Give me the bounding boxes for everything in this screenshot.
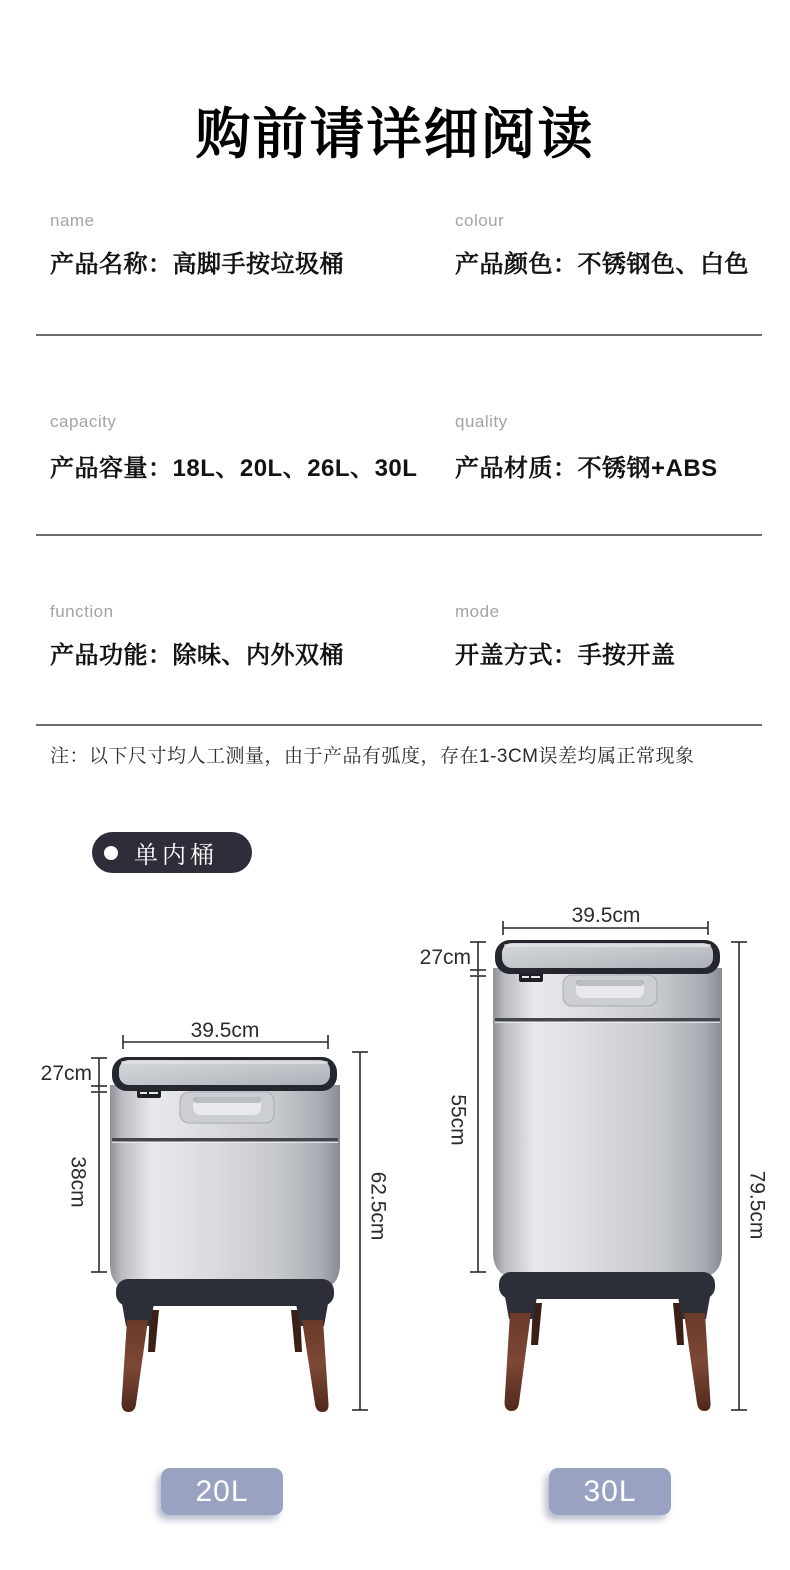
divider bbox=[36, 724, 762, 726]
right-can-body bbox=[493, 968, 722, 1278]
spec-label-capacity: capacity bbox=[50, 412, 117, 431]
spec-value-capacity: 产品容量：18L、20L、26L、30L bbox=[50, 455, 418, 482]
left-can-seam bbox=[112, 1138, 338, 1142]
left-can-total-height-label: 62.5cm bbox=[366, 1171, 390, 1241]
spec-value-quality: 产品材质：不锈钢+ABS bbox=[455, 455, 718, 482]
left-can bbox=[110, 1057, 340, 1412]
left-can-front-leg-icon bbox=[122, 1320, 149, 1412]
variant-badge-20l: 20L bbox=[161, 1468, 283, 1515]
right-can-lid bbox=[495, 940, 720, 974]
right-can-front-leg-icon bbox=[684, 1313, 711, 1411]
spec-label-function: function bbox=[50, 602, 114, 621]
bullet-dot-icon bbox=[104, 846, 118, 860]
right-can-front-leg-icon bbox=[505, 1313, 532, 1411]
spec-value-mode: 开盖方式：手按开盖 bbox=[455, 642, 676, 669]
size-diagram bbox=[0, 880, 790, 1460]
right-can-top-width-label: 39.5cm bbox=[571, 904, 641, 927]
spec-label-mode: mode bbox=[455, 602, 500, 621]
left-can-body-height-label: 38cm bbox=[66, 1156, 90, 1208]
variant-badge-30l: 30L bbox=[549, 1468, 671, 1515]
left-can-lid bbox=[112, 1057, 337, 1091]
right-can-base bbox=[499, 1272, 715, 1319]
measurement-note: 注：以下尺寸均人工测量，由于产品有弧度，存在1-3CM误差均属正常现象 bbox=[50, 746, 695, 767]
page-title: 购前请详细阅读 bbox=[195, 103, 595, 165]
left-can-top-width-label: 39.5cm bbox=[190, 1019, 260, 1042]
right-can-lid-height-label: 27cm bbox=[419, 946, 471, 969]
divider bbox=[36, 534, 762, 536]
spec-label-name: name bbox=[50, 211, 95, 230]
left-can-base bbox=[116, 1279, 334, 1326]
left-can-lid-height-label: 27cm bbox=[40, 1062, 92, 1085]
left-can-front-leg-icon bbox=[302, 1320, 329, 1412]
right-can-handle bbox=[563, 975, 657, 1006]
spec-value-name: 产品名称：高脚手按垃圾桶 bbox=[50, 251, 344, 278]
left-can-handle bbox=[180, 1092, 274, 1123]
divider bbox=[36, 334, 762, 336]
right-can-total-height-label: 79.5cm bbox=[745, 1170, 769, 1240]
spec-value-colour: 产品颜色：不锈钢色、白色 bbox=[455, 251, 749, 278]
section-badge-label: 单内桶 bbox=[134, 842, 218, 869]
right-can-body-height-label: 55cm bbox=[446, 1094, 470, 1146]
spec-label-colour: colour bbox=[455, 211, 505, 230]
spec-label-quality: quality bbox=[455, 412, 508, 431]
right-can bbox=[493, 940, 722, 1411]
right-can-seam bbox=[495, 1018, 720, 1022]
section-badge bbox=[92, 832, 252, 873]
trash-can-diagram bbox=[0, 880, 790, 1460]
spec-value-function: 产品功能：除味、内外双桶 bbox=[50, 642, 344, 669]
